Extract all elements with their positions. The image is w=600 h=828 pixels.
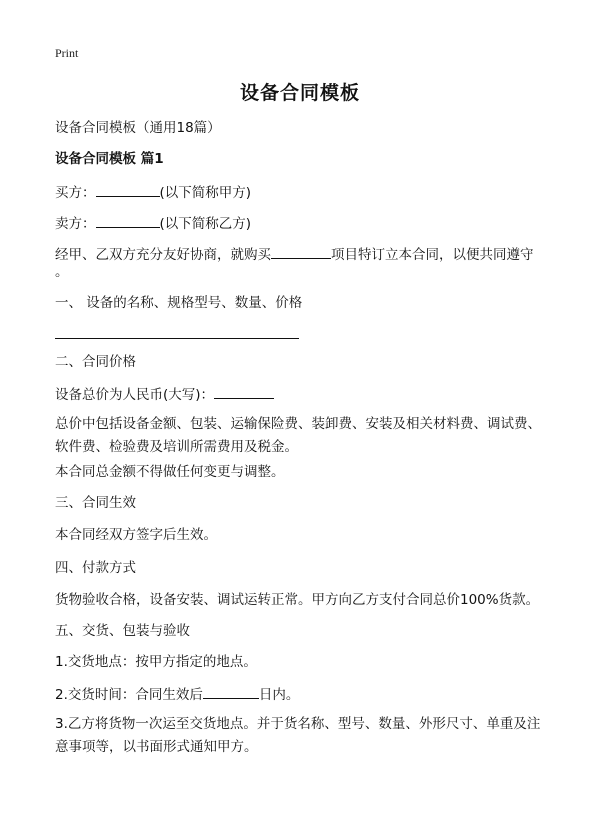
heading-4: 四、付款方式 xyxy=(55,560,136,576)
item-3: 3.乙方将货物一次运至交货地点。并于货名称、型号、数量、外形尺寸、单重及注意事项等，以书面形式通知甲方。 xyxy=(55,716,541,755)
seller-suffix: (以下简称乙方) xyxy=(159,216,252,232)
item-2-blank xyxy=(203,684,259,699)
heading-3: 三、合同生效 xyxy=(55,495,136,511)
document-subtitle: 设备合同模板（通用18篇） xyxy=(55,120,221,136)
buyer-line xyxy=(55,182,251,203)
item-2-prefix: 2.交货时间：合同生效后 xyxy=(55,687,203,703)
seller-line xyxy=(55,213,251,234)
intro-suffix: 项目特订立本合同，以便共同遵守 xyxy=(331,247,534,263)
heading-2: 二、合同价格 xyxy=(55,354,136,370)
item-2 xyxy=(55,684,299,705)
effective-line: 本合同经双方签字后生效。 xyxy=(55,527,217,543)
item-1: 1.交货地点：按甲方指定的地点。 xyxy=(55,654,257,670)
item-2-suffix: 日内。 xyxy=(258,687,300,703)
heading-5: 五、交货、包装与验收 xyxy=(55,623,190,639)
payment-line: 货物验收合格，设备安装、调试运转正常。甲方向乙方支付合同总价100%货款。 xyxy=(55,592,540,608)
price-line xyxy=(55,384,274,405)
price-detail: 总价中包括设备金额、包装、运输保险费、装卸费、安装及相关材料费、调试费、软件费、检验费及培训所需费用及税金。 xyxy=(55,416,541,455)
document-title: 设备合同模板 xyxy=(239,82,360,104)
seller-blank xyxy=(96,213,160,228)
price-line-text: 设备总价为人民币(大写)： xyxy=(55,387,215,403)
buyer-suffix: (以下简称甲方) xyxy=(159,185,252,201)
intro-prefix: 经甲、乙双方充分友好协商，就购买 xyxy=(55,247,271,263)
intro-line xyxy=(55,244,534,265)
section-heading: 设备合同模板 篇1 xyxy=(55,151,164,167)
intro-end: 。 xyxy=(55,264,69,280)
heading-1: 一、 设备的名称、规格型号、数量、价格 xyxy=(55,295,303,311)
buyer-blank xyxy=(96,182,160,197)
price-fixed: 本合同总金额不得做任何变更与调整。 xyxy=(55,464,285,480)
buyer-prefix: 买方： xyxy=(55,185,96,201)
print-label: Print xyxy=(55,46,79,60)
seller-prefix: 卖方： xyxy=(55,216,96,232)
price-blank xyxy=(214,384,274,399)
intro-blank xyxy=(271,244,331,259)
blank-rule xyxy=(55,338,299,339)
